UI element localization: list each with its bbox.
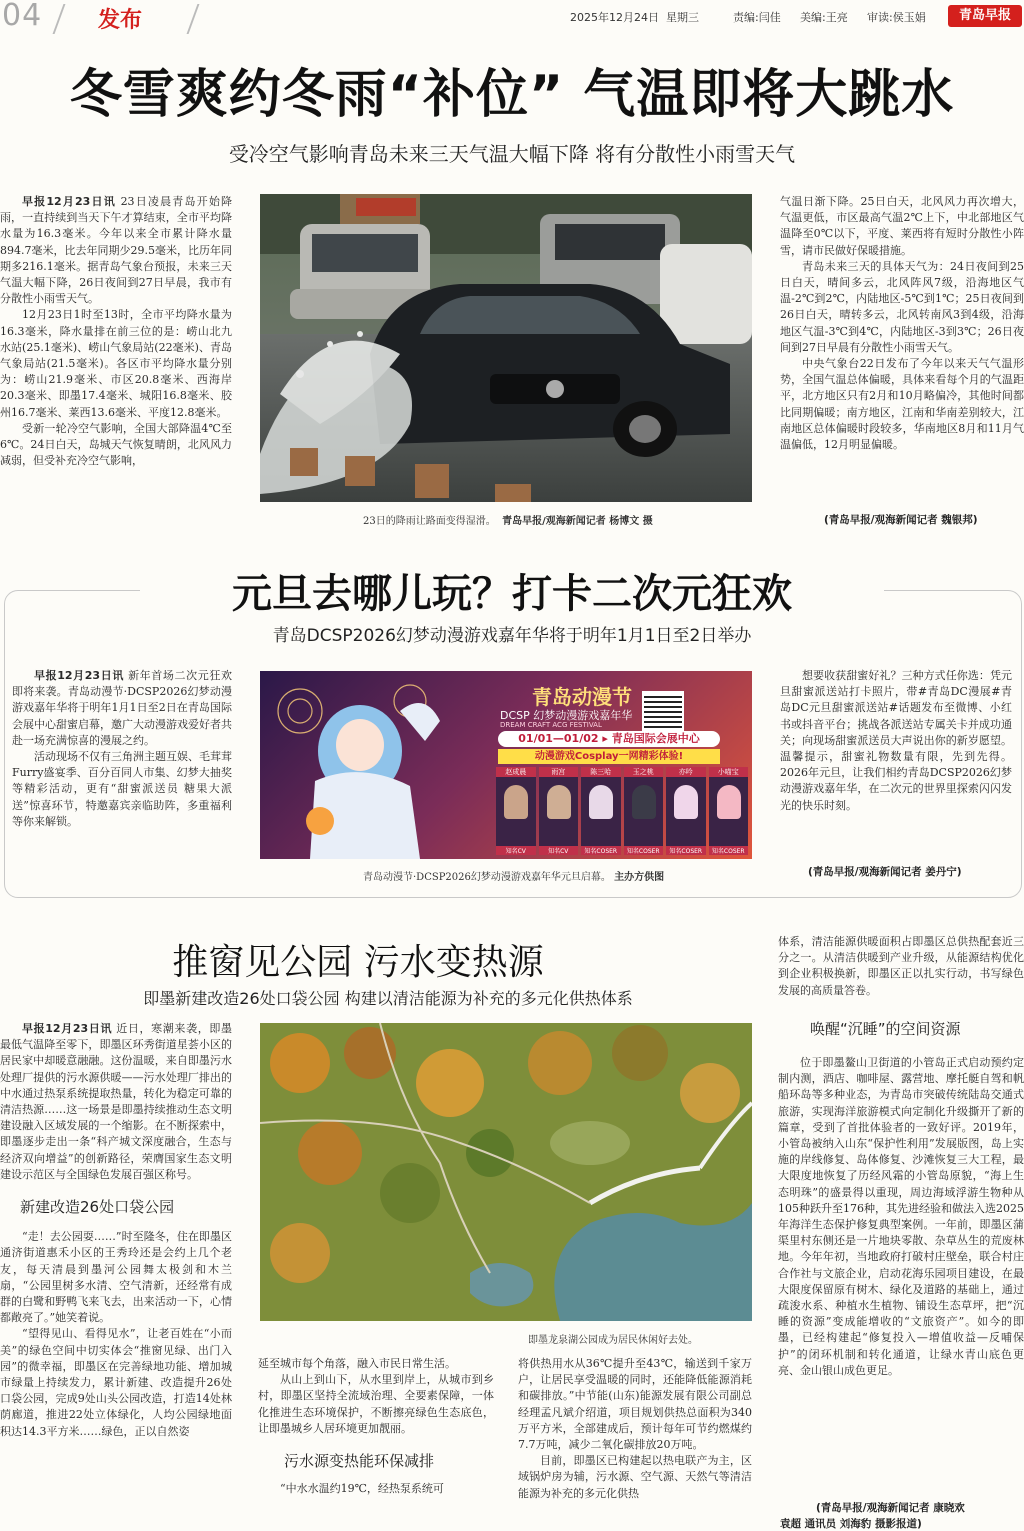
guest-role: 知名CV [496, 846, 536, 855]
guest-name: 赵成晨 [496, 767, 536, 777]
poster-venue: 青岛国际会展中心 [611, 732, 700, 745]
story3-left-column [0, 1021, 232, 1531]
story1-photo-graphic [260, 194, 752, 502]
anime-character [306, 703, 440, 859]
guest-role: 知名COSER [624, 846, 664, 855]
story1-dateline: 早报12月23日讯 [22, 195, 116, 208]
proofreader-credit: 审读:侯玉娟 [867, 11, 926, 24]
story3-intro-p1 [0, 1021, 232, 1183]
poster-guest-row [496, 767, 748, 855]
poster-english: DREAM CRAFT ACG FESTIVAL [500, 721, 602, 729]
story3-section1-title: 新建改造26处口袋公园 [20, 1198, 175, 1217]
guest-card [624, 767, 664, 855]
guest-portrait [589, 785, 613, 819]
guest-name: 亦吟 [666, 767, 706, 777]
story3-mid-p1: 延至城市每个角落，融入市民日常生活。 [258, 1357, 456, 1370]
story3-mid-p2: 从山上到山下，从水里到岸上，从城市到乡村，即墨区坚持全流域治理、全要素保障，一体化推进生态环境保护，不断擦亮绿色生态底色，让即墨城乡人居环境更加靓丽。 [258, 1373, 494, 1435]
story1-left-p1-text: 23日凌晨青岛开始降雨，一直持续到当天下午才算结束，全市平均降水量为16.3毫米。今年以来全市累计降水量894.7毫米，比去年同期少29.5毫米，比历年同期多216.1毫米。据青岛气象台预报，未来三天气温大幅下降，26日夜间到27日早晨，我市有分散性小雨雪天气。 [0, 195, 232, 306]
guest-role: 知名CV [539, 846, 579, 855]
poster-event-line: DCSP 幻梦动漫游戏嘉年华 [500, 709, 633, 722]
story1-left-column [0, 194, 232, 528]
guest-portrait [717, 785, 741, 819]
guest-role: 知名COSER [709, 846, 749, 855]
date-text: 2025年12月24日 [570, 11, 659, 24]
guest-portrait [674, 785, 698, 819]
story2-right-p1: 想要收获甜蜜好礼？三种方式任你选：凭元旦甜蜜派送站打卡照片，带#青岛DC漫展#青岛DC元旦甜蜜派送站#话题发布至微博、小红书或抖音平台；挑战各派送站专属关卡并成功通关；向现场甜蜜派送员大声说出你的新岁愿望。温馨提示，甜蜜礼物数量有限，先到先得。2026年元旦，让我们相约青岛DCSP2026幻梦动漫游戏嘉年华，在二次元的世界里探索闪闪发光的快乐时刻。 [780, 669, 1012, 812]
story3-photo-caption: 即墨龙泉湖公园成为居民休闲好去处。 [528, 1335, 698, 1346]
story3-intro-p1-text: 近日，寒潮来袭，即墨最低气温降至零下，即墨区环秀街道星荟小区的居民家中却暖意融融。这份温暖，来自即墨污水处理厂提供的污水源供暖——污水处理厂排出的中水通过热泵系统提取热量，转化为稳定可靠的清洁热源……这一场景是即墨持续推动生态文明建设融入区域发展的一个缩影。在不断探索中，即墨逐步走出一条“科产城文深度融合，生态与经济双向增益”的创新路径，荣膺国家生态文明建设示范区与全国绿色发展百强区称号。 [0, 1022, 232, 1181]
story2-left-column [12, 668, 232, 880]
story1-left-p3: 受新一轮冷空气影响，全国大部降温4℃至6℃。24日白天，岛城天气恢复晴朗，北风风力减弱，但受补充冷空气影响， [0, 421, 232, 468]
story2-photo-credit: 主办方供图 [614, 872, 665, 883]
guest-card [666, 767, 706, 855]
slash-divider [187, 4, 200, 34]
story1-photo-credit: 青岛早报/观海新闻记者 杨博文 摄 [502, 516, 653, 527]
story1-subheadline: 受冷空气影响青岛未来三天气温大幅下降 将有分散性小雨雪天气 [228, 142, 796, 166]
guest-card [539, 767, 579, 855]
editor-credit: 责编:闫佳 [733, 11, 781, 24]
story2-left-p2: 活动现场不仅有三角洲主题互娱、毛茸茸Furry盛宴季、百分百同人市集、幻梦大抽奖等精彩活动，更有“甜蜜派送员 糖果大派送”惊喜环节，特邀嘉宾亲临助阵，多重福利等你来解锁。 [12, 750, 232, 828]
story2-right-column [780, 668, 1012, 862]
story1-right-column [780, 194, 1024, 510]
story1-left-p2: 12月23日1时至13时，全市平均降水量为16.3毫米，降水量排在前三位的是：崂山北九水站(25.1毫米)、崂山气象局站(22毫米)、青岛气象局站(21.5毫米)。各区市平均降水量分别为：崂山21.9毫米、市区20.8毫米、西海岸20.3毫米、即墨17.4毫米、城阳16.8毫米、胶州16.7毫米、莱西13.6毫米、平度12.8毫米。 [0, 308, 232, 419]
story1-photo-caption-line [363, 512, 653, 527]
story3-dateline: 早报12月23日讯 [22, 1022, 113, 1035]
story2-headline: 元旦去哪儿玩？打卡二次元狂欢 [232, 571, 792, 617]
art-editor-credit: 美编:王亮 [800, 11, 848, 24]
guest-card [581, 767, 621, 855]
guest-card [496, 767, 536, 855]
story3-section1-p1: “走！去公园耍……”时至隆冬，住在即墨区通济街道惠禾小区的王秀玲还是会约上几个老友，每天清晨到墨河公园舞太极剑和木兰扇，“公园里树多水清、空气清新，还经常有成群的白鹭和野鸭飞来飞去，出来活动一下，心情都敞亮了。”她笑着说。 [0, 1230, 232, 1325]
story1-photo-rainy-street [260, 194, 752, 502]
story3-section3-title: 唤醒“沉睡”的空间资源 [810, 1019, 961, 1038]
poster-dates-text: 01/01—01/02 [518, 732, 599, 745]
story2-left-p1 [12, 668, 232, 749]
story3-mid2-p2: 目前，即墨区已构建起以热电联产为主，区域锅炉房为辅，污水源、空气源、天然气等清洁能源为补充的多元化供热 [518, 1454, 752, 1500]
story3-byline-line1: (青岛早报/观海新闻记者 康晓欢 [816, 1502, 965, 1514]
story1-right-p2: 青岛未来三天的具体天气为：24日夜间到25日白天，晴间多云，北风阵风7级，沿海地区气温-2℃到2℃，内陆地区-5℃到1℃；25日夜间到26日白天，晴转多云，北风转南风3到4级，沿海地区气温-3℃到4℃，内陆地区-3到3℃；26日夜间到27日早晨有分散性小雨雪天气。 [780, 259, 1024, 354]
guest-name: 小喵宝 [709, 767, 749, 777]
story3-subheadline: 即墨新建改造26处口袋公园 构建以清洁能源为补充的多元化供热体系 [143, 989, 633, 1008]
story1-right-p1: 气温日渐下降。25日白天，北风风力再次增大，气温更低，市区最高气温2℃上下，中北部地区气温降至0℃以下，平度、莱西将有短时分散性小阵雪，请市民做好保暖措施。 [780, 195, 1024, 257]
poster-banner: 动漫游戏Cosplay一网精彩体验! [498, 749, 720, 764]
guest-name: 玉之桃 [624, 767, 664, 777]
poster-dates: 01/01—01/02 ▸ 青岛国际会展中心 [498, 731, 720, 747]
guest-name: 陈三哈 [581, 767, 621, 777]
story3-right-p1: 体系，清洁能源供暖面积占即墨区总供热配套近三分之一。从清洁供暖到产业升级，从能源结构优化到企业积极换新，即墨区正以扎实行动，书写绿色发展的高质量答卷。 [778, 935, 1024, 997]
story2-dateline: 早报12月23日讯 [34, 669, 124, 682]
brand-logo [948, 5, 1022, 27]
section-name: 发布 [98, 8, 143, 33]
story2-event-poster [260, 671, 752, 859]
qr-code [642, 691, 684, 733]
story3-right-column [778, 934, 1024, 1500]
story3-mid-column [258, 1356, 494, 1531]
story3-section1-p2: “望得见山、看得见水”，让老百姓在“小而美”的绿色空间中切实体会“推窗见绿、出门入园”的微幸福，即墨区在完善绿地功能、增加城市绿量上持续发力，累计新建、改造提升26处口袋公园，完成9处山头公园改造，打造14处林荫廊道，推进22处立体绿化，人均公园绿地面积达14.3平方米……绿色，正以自然姿 [0, 1327, 232, 1438]
story3-headline: 推窗见公园 污水变热源 [172, 942, 544, 983]
page-number: 04 [2, 0, 43, 33]
poster-title: 青岛动漫节 [532, 685, 632, 709]
story1-headline: 冬雪爽约冬雨“补位” 气温即将大跳水 [69, 65, 955, 125]
story2-photo-caption-line [363, 868, 664, 883]
guest-role: 知名COSER [581, 846, 621, 855]
weekday-text: 星期三 [666, 11, 699, 24]
story3-section3-p1: 位于即墨鳌山卫街道的小管岛正式启动预约定制内测，酒店、咖啡屋、露营地、摩托艇自驾和帆船环岛等多种业态，为青岛市突破传统陆岛交通式旅游，实现海洋旅游模式向定制化升级撕开了新的篇章，受到了首批体验者的一致好评。2019年，小管岛被纳入山东“保护性利用”发展版图，岛上实施的岸线修复、岛体修复、沙滩恢复三大工程，最大限度地恢复了历经风霜的小管岛原貌，“海上生态明珠”的盛景得以重现，周边海域浮游生物种从105种跃升至176种，其先进经验和做法入选2025年海洋生态保护修复典型案例。一年前，即墨区蒲渠里村东侧还是一片地块零散、杂草丛生的荒废林地。今年年初，当地政府打破村庄壁垒，联合村庄合作社与文旅企业，启动花海乐园项目建设，在最大限度保留原有树木、绿化及道路的基础上，通过疏浚水系、种植水生植物、铺设生态草坪，把“沉睡的资源”变成能增收的“文旅资产”。如今的即墨，已经构建起“修复投入—增值收益—反哺保护”的闭环机制和转化通道，让绿水青山底色更亮、金山银山成色更足。 [778, 1056, 1024, 1377]
story1-right-p3: 中央气象台22日发布了今年以来天气气温形势，全国气温总体偏暖，具体来看每个月的气温距平，北方地区只有2月和10月略偏冷，其他时间都比同期偏暖；南方地区，江南和华南差别较大，江南地区总体偏暖时段较多，华南地区8月和11月气温偏低，12月明显偏暖。 [780, 357, 1024, 452]
story1-photo-caption: 23日的降雨让路面变得湿滑。 [363, 516, 496, 527]
story3-section2-title: 污水源变热能环保减排 [284, 1452, 435, 1471]
story2-left-p1-text: 新年首场二次元狂欢即将来袭。青岛动漫节·DCSP2026幻梦动漫游戏嘉年华将于明年1月1日至2日在青岛国际会展中心甜蜜启幕，邀广大动漫游戏爱好者共赴一场充满惊喜的漫展之约。 [12, 669, 232, 747]
slash-divider [53, 4, 66, 34]
guest-portrait [547, 785, 571, 819]
story1-left-p1 [0, 194, 232, 307]
guest-role: 知名COSER [666, 846, 706, 855]
guest-portrait [504, 785, 528, 819]
brand-logo-text: 青岛早报 [958, 8, 1011, 23]
story3-section2-p1: “中水水温约19℃，经热泵系统可 [280, 1482, 444, 1496]
story2-byline: (青岛早报/观海新闻记者 姜丹宁) [808, 866, 962, 878]
story3-mid2-p1: 将供热用水从36℃提升至43℃，输送到千家万户，让居民享受温暖的同时，还能降低能源消耗和碳排放。”中节能(山东)能源发展有限公司副总经理孟凡斌介绍道，项目规划供热总面积为340万平方米，全部建成后，预计每年可节约燃煤约7.7万吨，减少二氧化碳排放20万吨。 [518, 1357, 752, 1452]
story3-photo-aerial-park [260, 1023, 752, 1321]
aerial-park-graphic [260, 1023, 752, 1321]
story2-subheadline: 青岛DCSP2026幻梦动漫游戏嘉年华将于明年1月1日至2日举办 [272, 626, 752, 646]
guest-portrait [632, 785, 656, 819]
page-header [0, 0, 1024, 36]
story1-byline: (青岛早报/观海新闻记者 魏银邦) [824, 514, 978, 526]
story2-photo-caption: 青岛动漫节·DCSP2026幻梦动漫游戏嘉年华元旦启幕。 [363, 872, 611, 883]
guest-name: 雨宫 [539, 767, 579, 777]
guest-card [709, 767, 749, 855]
story3-mid2-column [518, 1356, 752, 1531]
story3-byline-line2: 袁超 通讯员 刘海豹 摄影报道) [780, 1518, 922, 1530]
issue-date [570, 9, 699, 25]
